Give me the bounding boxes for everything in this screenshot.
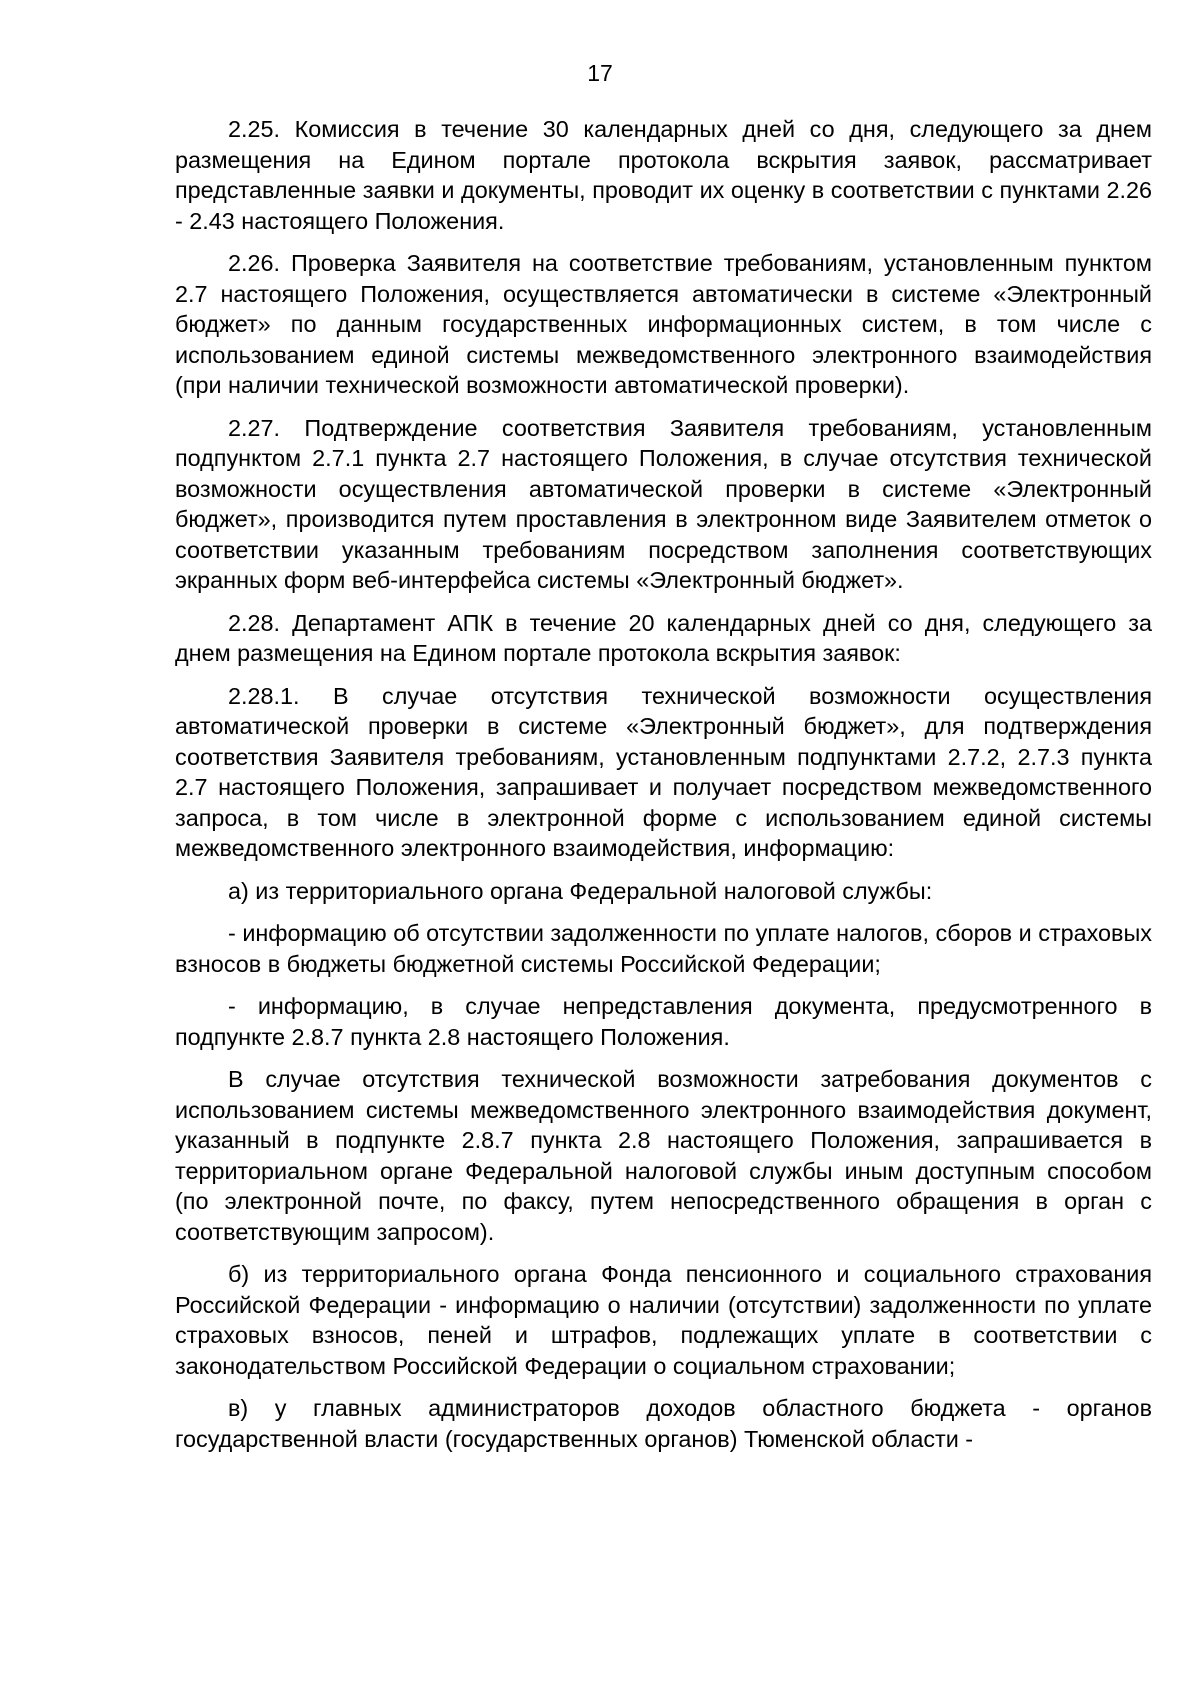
paragraph-2-28-1: 2.28.1. В случае отсутствия технической возможности осуществления автоматической проверки в системе «Электронный бюджет», для подтверждения соответствия Заявителя требованиям, установленным подпунктами 2.7.2, 2.7.3 пункта 2.7 настоящего Положения, запрашивает и получает посредством межведомственного запроса, в том числе в электронной форме с использованием единой системы межведомственного электронного взаимодействия, информацию:	[175, 682, 1152, 861]
paragraph-2-25: 2.25. Комиссия в течение 30 календарных дней со дня, следующего за днем размещения на Едином портале протокола вскрытия заявок, рассматривает представленные заявки и документы, проводит их оценку в соответствии с пунктами 2.26 - 2.43 настоящего Положения.	[175, 116, 1152, 234]
page-number: 17	[587, 60, 613, 86]
paragraph-item-b: б) из территориального органа Фонда пенсионного и социального страхования Российской Федерации - информацию о наличии (отсутствии) задолженности по уплате страховых взносов, пеней и штрафов, подлежащих уплате в соответствии с законодательством Российской Федерации о социальном страховании;	[175, 1261, 1152, 1379]
paragraph-no-tech-capability: В случае отсутствия технической возможности затребования документов с использованием системы межведомственного электронного взаимодействия документ, указанный в подпункте 2.8.7 пункта 2.8 настоящего Положения, запрашивается в территориальном органе Федеральной налоговой службы иным доступным способом (по электронной почте, по факсу, путем непосредственного обращения в орган с соответствующим запросом).	[175, 1066, 1152, 1245]
paragraph-2-27: 2.27. Подтверждение соответствия Заявителя требованиям, установленным подпунктом 2.7.1 пункта 2.7 настоящего Положения, в случае отсутствия технической возможности осуществления автоматической проверки в системе «Электронный бюджет», производится путем проставления в электронном виде Заявителем отметок о соответствии указанным требованиям посредством заполнения соответствующих экранных форм веб-интерфейса системы «Электронный бюджет».	[175, 414, 1152, 593]
document-body	[175, 114, 1152, 1466]
paragraph-bullet-1: - информацию об отсутствии задолженности по уплате налогов, сборов и страховых взносов в бюджеты бюджетной системы Российской Федерации;	[175, 920, 1152, 977]
paragraph-2-28: 2.28. Департамент АПК в течение 20 календарных дней со дня, следующего за днем размещения на Едином портале протокола вскрытия заявок:	[175, 609, 1152, 666]
paragraph-2-26: 2.26. Проверка Заявителя на соответствие требованиям, установленным пунктом 2.7 настоящего Положения, осуществляется автоматически в системе «Электронный бюджет» по данным государственных информационных систем, в том числе с использованием единой системы межведомственного электронного взаимодействия (при наличии технической возможности автоматической проверки).	[175, 250, 1152, 398]
paragraph-item-v: в) у главных администраторов доходов областного бюджета - органов государственной власти (государственных органов) Тюменской области -	[175, 1395, 1152, 1452]
paragraph-item-a: а) из территориального органа Федеральной налоговой службы:	[228, 877, 933, 904]
paragraph-bullet-2: - информацию, в случае непредставления документа, предусмотренного в подпункте 2.8.7 пункта 2.8 настоящего Положения.	[175, 993, 1152, 1050]
